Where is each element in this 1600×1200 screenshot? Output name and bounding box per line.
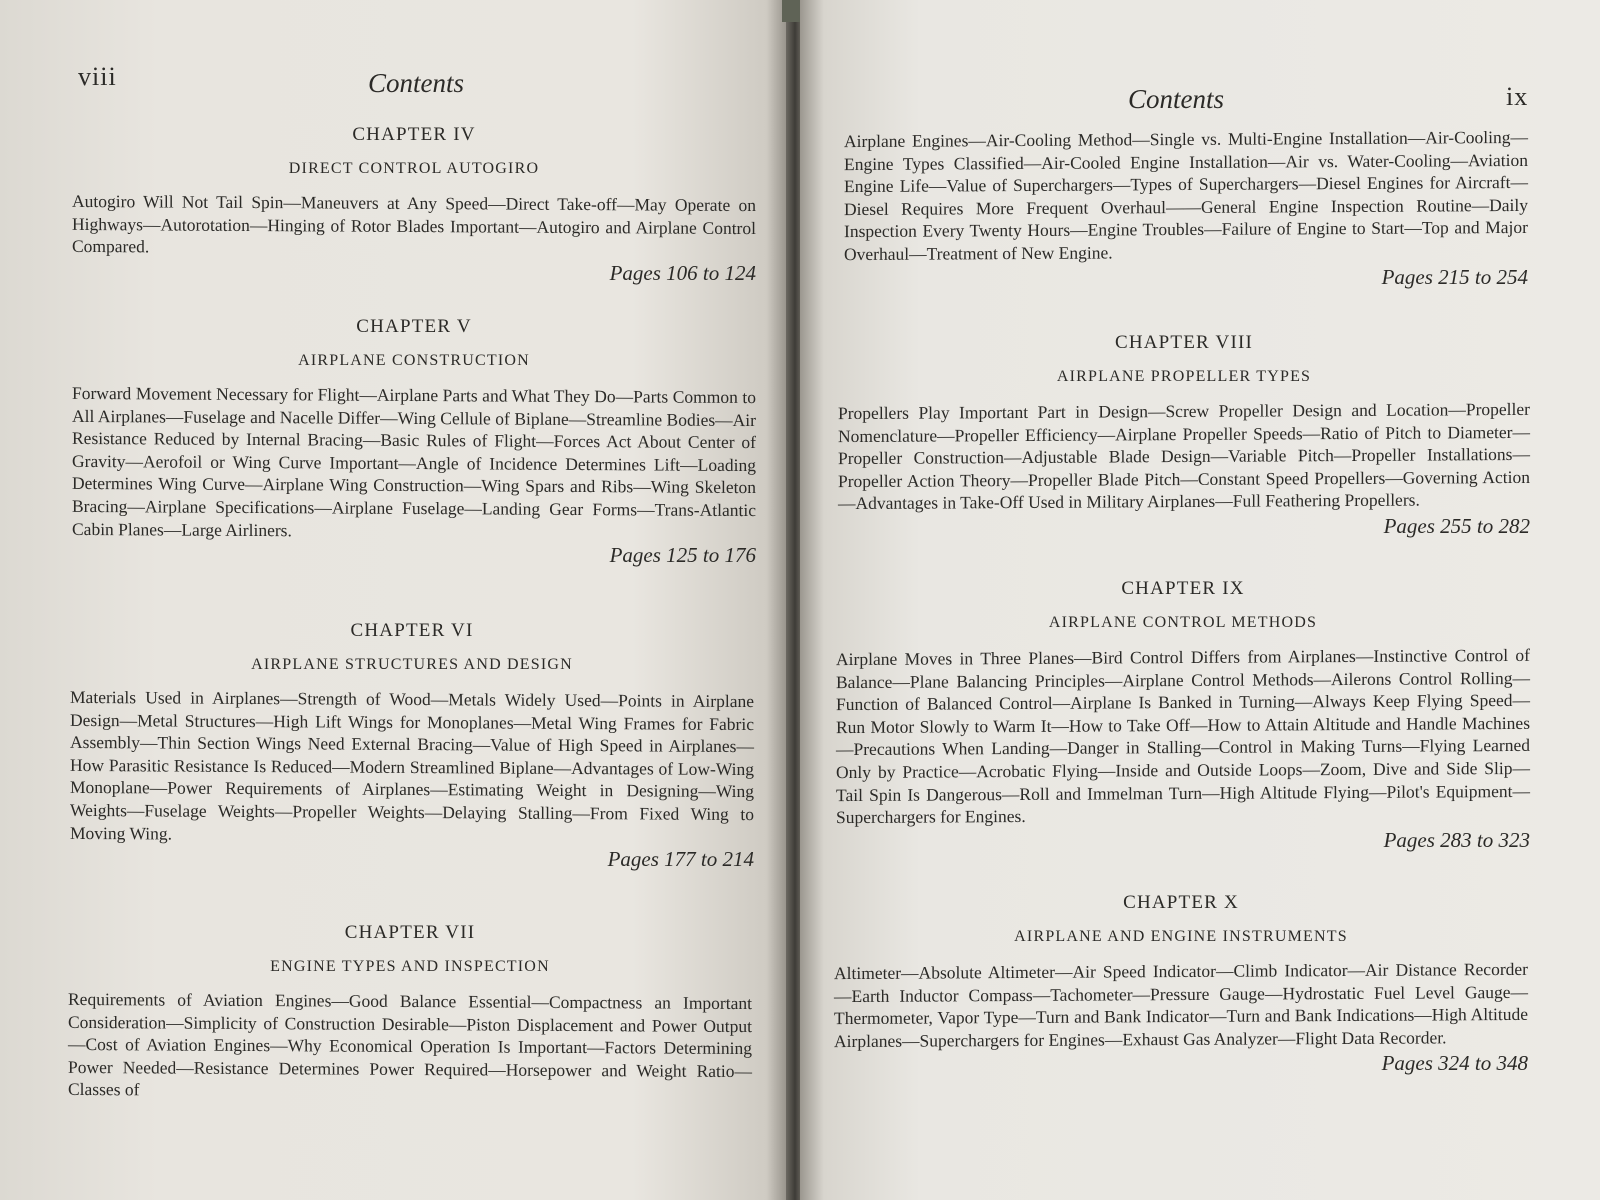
- chapter-title: AIRPLANE STRUCTURES AND DESIGN: [251, 656, 573, 673]
- chapter-title: AIRPLANE PROPELLER TYPES: [1056, 368, 1312, 385]
- chapter-number: CHAPTER V: [356, 316, 472, 337]
- chapter-summary: Autogiro Will Not Tail Spin—Maneuvers at Any Speed—Direct Take-off—May Operate on Highways—Autorotation—Hinging of Rotor Blades Important—Autogiro and Airplane Control Compared.: [72, 190, 756, 257]
- chapter-9: [836, 578, 1530, 853]
- chapter-pages: Pages 106 to 124: [609, 260, 756, 285]
- chapter-pages: Pages 215 to 254: [1381, 264, 1528, 289]
- right-page: [800, 0, 1600, 1200]
- chapter-title: AIRPLANE CONTROL METHODS: [1048, 614, 1318, 631]
- running-head-left: Contents: [368, 68, 465, 98]
- chapter-number: CHAPTER VII: [344, 922, 476, 943]
- page-number-right: ix: [1506, 82, 1529, 111]
- chapter-pages: Pages 177 to 214: [607, 847, 754, 872]
- chapter-10: [834, 892, 1528, 1076]
- chapter-title: ENGINE TYPES AND INSPECTION: [270, 958, 550, 975]
- chapter-number: CHAPTER IX: [1121, 578, 1245, 599]
- running-head-right: Contents: [1128, 84, 1225, 114]
- chapter-summary: Airplane Engines—Air-Cooling Method—Single vs. Multi-Engine Installation—Air-Cooling—Engine Types Classified—Air-Cooled Engine Installation—Air vs. Water-Cooling—Aviation Engine Life—Value of Superchargers—Types of Superchargers—Diesel Engines for Aircraft—Diesel Requires More Frequent Overhaul——General Engine Inspection Routine—Daily Inspection Every Twenty Hours—Engine Troubles—Failure of Engine to Start—Top and Major Overhaul—Treatment of New Engine.: [844, 126, 1528, 265]
- chapter-8: [838, 332, 1530, 539]
- chapter-summary: Materials Used in Airplanes—Strength of Wood—Metals Widely Used—Points in Airplane Design—Metal Structures—High Lift Wings for Monoplanes—Metal Wing Frames for Fabric Assembly—Thin Section Wings Need External Bracing—Value of High Speed in Airplanes—How Parasitic Resistance Is Reduced—Modern Streamlined Biplane—Advantages of Low-Wing Monoplane—Power Requirements of Airplanes—Estimating Weight in Designing—Wing Weights—Fuselage Weights—Propeller Weights—Delaying Stalling—From Fixed Wing to Moving Wing.: [70, 686, 754, 844]
- chapter-7: [68, 922, 752, 1103]
- chapter-pages: Pages 283 to 323: [1383, 827, 1530, 852]
- chapter-title: AIRPLANE AND ENGINE INSTRUMENTS: [1014, 928, 1348, 945]
- chapter-5: [72, 316, 756, 568]
- chapter-number: CHAPTER VIII: [1114, 332, 1254, 353]
- chapter-summary: Airplane Moves in Three Planes—Bird Control Differs from Airplanes—Instinctive Control of Balance—Plane Balancing Principles—Airplane Control Methods—Ailerons Control Rolling—Function of Balanced Control—Airplane Is Banked in Turning—Always Keep Flying Speed—Run Motor Slowly to Warm It—How to Take Off—How to Attain Altitude and Handle Machines—Precautions When Landing—Danger in Stalling—Control in Making Turns—Flying Learned Only by Practice—Acrobatic Flying—Inside and Outside Loops—Zoom, Dive and Side Slip—Tail Spin Is Dangerous—Roll and Immelman Turn—High Altitude Flying—Pilot's Equipment—Superchargers for Engines.: [836, 644, 1530, 828]
- page-number-left: viii: [78, 62, 117, 91]
- chapter-title: DIRECT CONTROL AUTOGIRO: [288, 160, 540, 177]
- chapter-pages: Pages 324 to 348: [1381, 1051, 1528, 1076]
- chapter-4: [72, 124, 756, 286]
- chapter-number: CHAPTER VI: [350, 620, 474, 641]
- chapter-6: [70, 620, 754, 872]
- chapter-summary: Altimeter—Absolute Altimeter—Air Speed Indicator—Climb Indicator—Air Distance Recorder—Earth Inductor Compass—Tachometer—Pressure Gauge—Hydrostatic Fuel Level Gauge—Thermometer, Vapor Type—Turn and Bank Indicator—Turn and Bank Indications—High Altitude Airplanes—Superchargers for Engines—Exhaust Gas Analyzer—Flight Data Recorder.: [834, 958, 1528, 1051]
- chapter-number: CHAPTER X: [1123, 892, 1239, 913]
- chapter-pages: Pages 255 to 282: [1383, 513, 1530, 538]
- chapter-title: AIRPLANE CONSTRUCTION: [298, 352, 530, 369]
- left-page: [0, 0, 790, 1200]
- chapter-summary: Forward Movement Necessary for Flight—Airplane Parts and What They Do—Parts Common to All Airplanes—Fuselage and Nacelle Differ—Wing Cellule of Biplane—Streamline Bodies—Air Resistance Reduced by Internal Bracing—Basic Rules of Flight—Forces Act About Center of Gravity—Aerofoil or Wing Curve Important—Angle of Incidence Determines Lift—Loading Determines Wing Curve—Airplane Wing Construction—Wing Spars and Ribs—Wing Skeleton Bracing—Airplane Specifications—Airplane Fuselage—Landing Gear Forms—Trans-Atlantic Cabin Planes—Large Airliners.: [72, 382, 756, 540]
- chapter-number: CHAPTER IV: [352, 124, 476, 145]
- chapter-summary: Requirements of Aviation Engines—Good Balance Essential—Compactness an Important Consideration—Simplicity of Construction Desirable—Piston Displacement and Power Output—Cost of Aviation Engines—Why Economical Operation Is Important—Factors Determining Power Needed—Resistance Determines Power Required—Horsepower and Weight Ratio—Classes of: [68, 988, 752, 1100]
- chapter-pages: Pages 125 to 176: [609, 543, 756, 568]
- chapter-summary: Propellers Play Important Part in Design—Screw Propeller Design and Location—Propeller Nomenclature—Propeller Efficiency—Airplane Propeller Speeds—Ratio of Pitch to Diameter—Propeller Construction—Adjustable Blade Design—Variable Pitch—Propeller Installations—Propeller Action Theory—Propeller Blade Pitch—Constant Speed Propellers—Governing Action—Advantages in Take-Off Used in Military Airplanes—Full Feathering Propellers.: [838, 398, 1530, 514]
- chapter-7-continued: [844, 128, 1528, 290]
